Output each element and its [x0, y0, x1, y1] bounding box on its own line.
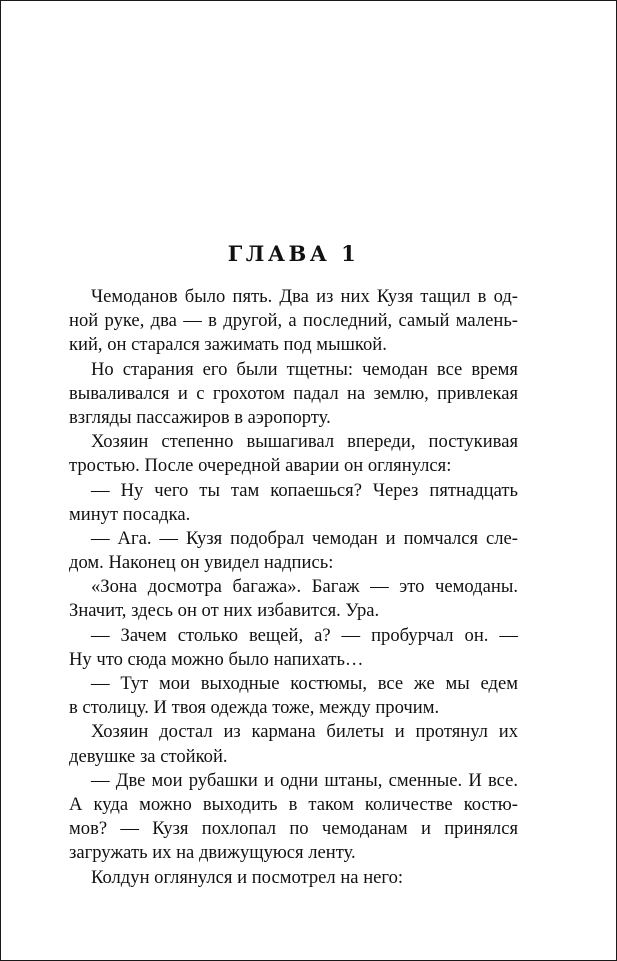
text-line: Но старания его были тщетны: чемодан все время: [91, 358, 518, 380]
text-line: — Тут мои выходные костюмы, все же мы едем: [91, 673, 518, 694]
text-line: — Зачем столько вещей, а? — пробурчал он. —: [91, 624, 518, 646]
text-line: кий, он старался зажимать под мышкой.: [69, 334, 387, 356]
text-line: — Ну чего ты там копаешься? Через пятнадцать: [91, 479, 518, 501]
text-line: загружать их на движущуюся ленту.: [69, 842, 356, 864]
text-line: девушке за стойкой.: [69, 745, 228, 767]
text-line: Хозяин степенно вышагивал впереди, постукивая: [91, 431, 518, 453]
text-line: Колдун оглянулся и посмотрел на него:: [91, 866, 404, 888]
text-line: минут посадка.: [69, 503, 191, 525]
chapter-text: [69, 285, 518, 890]
text-line: тростью. После очередной аварии он оглянулся:: [69, 455, 452, 477]
text-line: мов? — Кузя похлопал по чемоданам и принялся: [69, 818, 518, 840]
text-line: в столицу. И твоя одежда тоже, между прочим.: [69, 697, 440, 719]
text-line: А куда можно выходить в таком количестве костю-: [69, 793, 518, 815]
text-line: ной руке, два — в другой, а последний, самый малень-: [69, 310, 518, 332]
text-line: Значит, здесь он от них избавится. Ура.: [69, 600, 380, 622]
text-line: — Две мои рубашки и одни штаны, сменные. И все.: [91, 769, 518, 791]
text-line: вываливался и с грохотом падал на землю, привлекая: [69, 382, 518, 404]
text-line: Ну что сюда можно было напихать…: [69, 648, 364, 670]
text-line: «Зона досмотра багажа». Багаж — это чемоданы.: [91, 576, 518, 598]
text-line: дом. Наконец он увидел надпись:: [69, 552, 334, 574]
chapter-title: ГЛАВА 1: [227, 241, 360, 266]
text-line: взгляды пассажиров в аэропорту.: [69, 406, 331, 428]
text-line: — Ага. — Кузя подобрал чемодан и помчался сле-: [91, 527, 518, 549]
text-line: Хозяин достал из кармана билеты и протянул их: [91, 721, 518, 743]
text-line: Чемоданов было пять. Два из них Кузя тащил в од-: [91, 286, 518, 307]
